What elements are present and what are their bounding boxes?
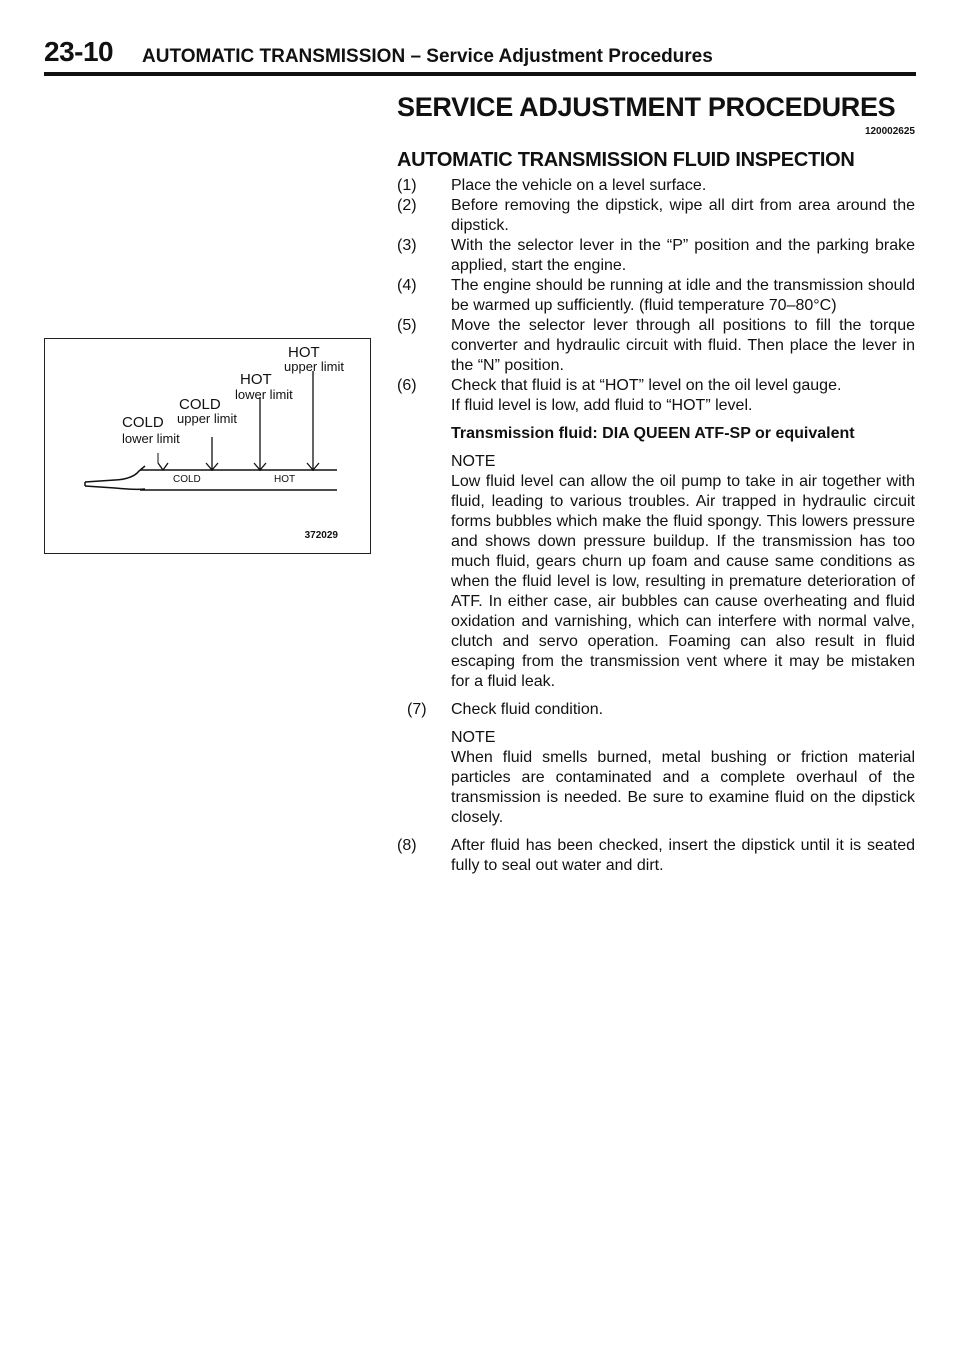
step-number: (2) [397, 197, 417, 214]
dipstick-cold-mark: COLD [173, 474, 201, 485]
step-text: After fluid has been checked, insert the dipstick until it is seated fully to seal out water and dirt. [451, 837, 915, 874]
step-text: Place the vehicle on a level surface. [451, 177, 707, 194]
label-hot-mid: HOT [240, 371, 272, 388]
figure-id: 372029 [304, 530, 338, 541]
step-text: The engine should be running at idle and the transmission should be warmed up sufficiently. (fluid temperature 70–80°C) [451, 277, 915, 314]
step-number: (6) [397, 377, 417, 394]
label-upper-limit-2: upper limit [177, 411, 237, 426]
step-1 [397, 176, 915, 196]
fluid-spec: Transmission fluid: DIA QUEEN ATF-SP or equivalent [451, 425, 855, 442]
running-head: AUTOMATIC TRANSMISSION – Service Adjustment Procedures [142, 46, 713, 67]
main-column [397, 88, 915, 876]
step-text: Before removing the dipstick, wipe all dirt from area around the dipstick. [451, 197, 915, 234]
step-8 [397, 836, 915, 876]
page-number: 23-10 [44, 36, 114, 67]
step-text: Check fluid condition. [451, 701, 604, 718]
dipstick-tip-bottom [85, 486, 145, 489]
note-label: NOTE [451, 729, 496, 746]
dipstick-figure [44, 338, 371, 554]
dipstick-tip-top [85, 466, 145, 482]
step-3 [397, 236, 915, 276]
step-text: With the selector lever in the “P” position and the parking brake applied, start the engine. [451, 237, 915, 274]
step-number: (8) [397, 837, 417, 854]
step-text: Move the selector lever through all positions to fill the torque converter and hydraulic circuit with fluid. Then place the lever in the “N” position. [451, 317, 915, 374]
step-number: (5) [397, 317, 417, 334]
section-code: 120002625 [864, 126, 915, 137]
step-text: Check that fluid is at “HOT” level on the oil level gauge. [451, 377, 842, 394]
step-number: (4) [397, 277, 417, 294]
note-text: When fluid smells burned, metal bushing or friction material particles are contaminated and a complete overhaul of the transmission is needed. Be sure to examine fluid on the dipstick closely. [451, 749, 915, 826]
note-text: Low fluid level can allow the oil pump to take in air together with fluid, leading to various troubles. Air trapped in hydraulic circuit forms bubbles which make the fluid spongy. This lowers pressure and shows down pressure buildup. If the transmission has too much fluid, gears churn up foam and cause same conditions as when the fluid level is low, resulting in premature deterioration of ATF. In either case, air bubbles can cause overheating and fluid oxidation and varnishing, which can interfere with normal valve, clutch and servo operation. Foaming can also result in fluid escaping from the transmission vent where it may be mistaken for a fluid leak. [451, 473, 915, 690]
label-cold-mid: COLD [179, 396, 221, 413]
step-2 [397, 196, 915, 236]
label-cold-low: COLD [122, 414, 164, 431]
label-lower-limit-2: lower limit [122, 431, 180, 446]
step-number: (7) [407, 701, 427, 718]
label-upper-limit-1: upper limit [284, 359, 344, 374]
dipstick-hot-mark: HOT [274, 474, 296, 485]
procedure-steps [397, 176, 915, 876]
page-header [44, 36, 916, 76]
notch-cold-lower [158, 463, 168, 470]
label-hot-top: HOT [288, 344, 320, 361]
label-lower-limit-1: lower limit [235, 387, 293, 402]
step-5 [397, 316, 915, 376]
header-rule [44, 72, 916, 76]
step-4 [397, 276, 915, 316]
step-6-extra: If fluid level is low, add fluid to “HOT” level. [451, 397, 753, 414]
note-label: NOTE [451, 453, 496, 470]
step-6 [397, 376, 915, 416]
step-number: (3) [397, 237, 417, 254]
step-7 [397, 700, 915, 720]
step-number: (1) [397, 177, 417, 194]
subsection-title: AUTOMATIC TRANSMISSION FLUID INSPECTION [397, 149, 855, 171]
section-title: SERVICE ADJUSTMENT PROCEDURES [397, 92, 896, 122]
